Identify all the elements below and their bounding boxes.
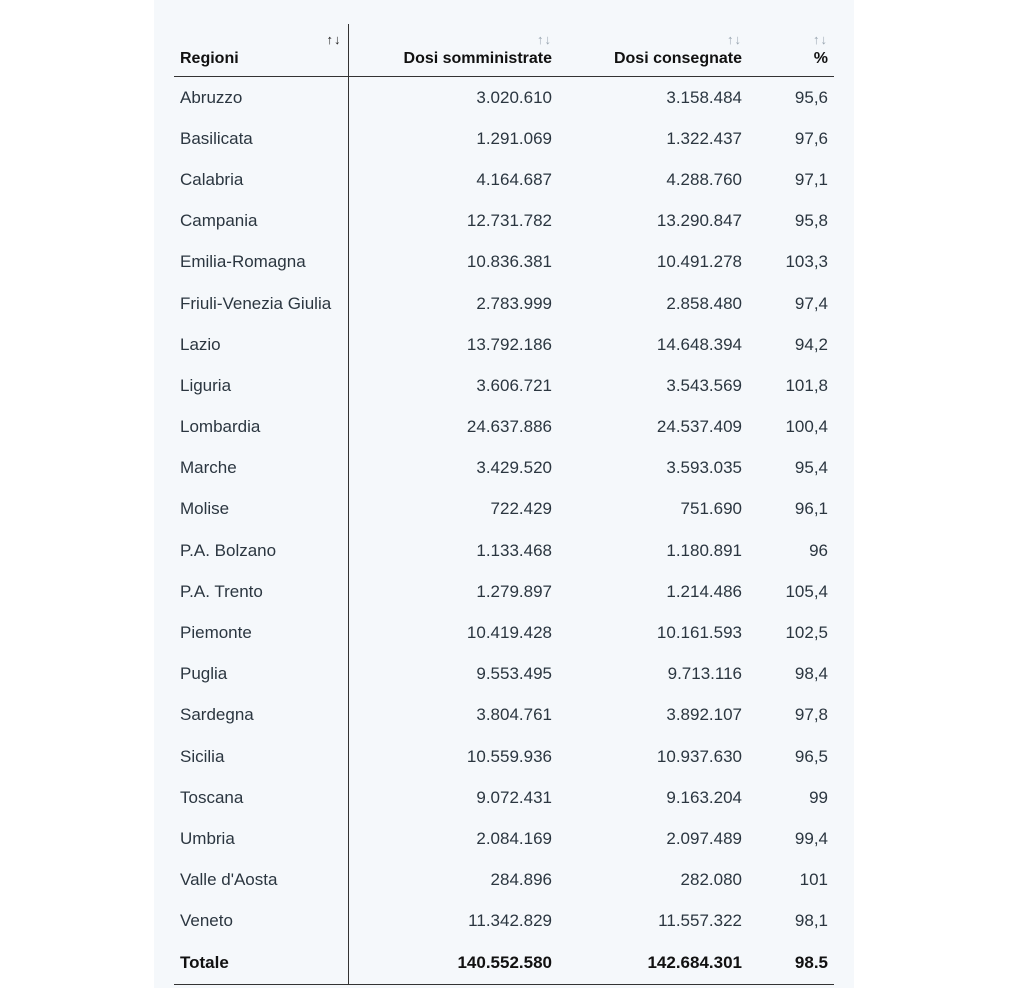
cell-region: Lazio <box>174 324 348 365</box>
vaccine-doses-table <box>174 24 834 985</box>
cell-administered: 3.429.520 <box>476 458 552 478</box>
cell-region: Calabria <box>174 159 348 200</box>
cell-administered: 4.164.687 <box>476 169 552 189</box>
table-row <box>174 242 834 283</box>
sort-arrows-icon[interactable]: ↑↓ <box>727 32 742 47</box>
cell-administered: 12.731.782 <box>466 211 552 231</box>
cell-region: P.A. Bolzano <box>174 530 348 571</box>
cell-delivered: 3.892.107 <box>666 705 742 725</box>
table-row <box>174 654 834 695</box>
table-row <box>174 283 834 324</box>
cell-administered: 9.553.495 <box>476 664 552 684</box>
cell-region: Basilicata <box>174 118 348 159</box>
cell-delivered: 10.937.630 <box>656 746 742 766</box>
cell-region: Marche <box>174 448 348 489</box>
cell-percent: 101,8 <box>785 375 828 395</box>
cell-delivered: 9.713.116 <box>667 664 742 684</box>
cell-administered: 2.084.169 <box>476 828 552 848</box>
cell-delivered: 3.593.035 <box>666 458 742 478</box>
column-header-administered[interactable] <box>348 24 558 77</box>
cell-region: Molise <box>174 489 348 530</box>
cell-delivered: 2.097.489 <box>666 828 742 848</box>
table-row <box>174 118 834 159</box>
cell-administered: 140.552.580 <box>348 942 558 985</box>
cell-delivered: 3.543.569 <box>666 375 742 395</box>
cell-region: Lombardia <box>174 407 348 448</box>
table-row <box>174 818 834 859</box>
cell-administered: 3.804.761 <box>476 705 552 725</box>
column-header-label: Dosi consegnate <box>613 50 742 67</box>
cell-region: Campania <box>174 201 348 242</box>
cell-administered: 11.342.829 <box>468 911 552 931</box>
sort-arrows-icon[interactable]: ↑↓ <box>813 32 828 47</box>
cell-administered: 284.896 <box>490 870 552 890</box>
cell-percent: 95,4 <box>794 458 828 478</box>
column-header-percent[interactable] <box>748 24 834 77</box>
cell-percent: 98,4 <box>794 664 828 684</box>
table-row <box>174 695 834 736</box>
table-row <box>174 571 834 612</box>
cell-administered: 1.133.468 <box>476 540 552 560</box>
cell-percent: 96,1 <box>794 499 828 519</box>
table-row <box>174 777 834 818</box>
column-header-label: Dosi somministrate <box>403 50 552 67</box>
cell-delivered: 14.648.394 <box>656 334 742 354</box>
table-row <box>174 612 834 653</box>
cell-percent: 99 <box>809 787 828 807</box>
cell-percent: 98,1 <box>794 911 828 931</box>
cell-region: Totale <box>174 942 348 985</box>
cell-delivered: 1.214.486 <box>666 581 742 601</box>
table-row <box>174 159 834 200</box>
cell-percent: 100,4 <box>785 417 828 437</box>
cell-percent: 99,4 <box>794 828 828 848</box>
cell-delivered: 282.080 <box>680 870 742 890</box>
cell-administered: 2.783.999 <box>476 293 552 313</box>
cell-administered: 10.836.381 <box>466 252 552 272</box>
cell-administered: 3.020.610 <box>476 87 552 107</box>
cell-region: Sicilia <box>174 736 348 777</box>
table-row <box>174 201 834 242</box>
cell-percent: 95,8 <box>794 211 828 231</box>
cell-percent: 98.5 <box>748 942 834 985</box>
cell-delivered: 9.163.204 <box>666 787 742 807</box>
cell-percent: 101 <box>799 870 828 890</box>
table-row <box>174 901 834 942</box>
table-row <box>174 365 834 406</box>
table-row <box>174 407 834 448</box>
cell-region: Piemonte <box>174 612 348 653</box>
cell-delivered: 3.158.484 <box>666 87 742 107</box>
column-header-delivered[interactable] <box>558 24 748 77</box>
column-header-region[interactable] <box>174 24 348 77</box>
cell-region: P.A. Trento <box>174 571 348 612</box>
cell-administered: 13.792.186 <box>466 334 552 354</box>
cell-delivered: 751.690 <box>680 499 742 519</box>
cell-percent: 97,6 <box>794 128 828 148</box>
cell-region: Liguria <box>174 365 348 406</box>
cell-percent: 97,1 <box>794 169 828 189</box>
cell-percent: 105,4 <box>785 581 828 601</box>
cell-administered: 3.606.721 <box>476 375 552 395</box>
cell-region: Sardegna <box>174 695 348 736</box>
cell-administered: 1.279.897 <box>476 581 552 601</box>
table-header-row <box>174 24 834 77</box>
cell-region: Puglia <box>174 654 348 695</box>
cell-administered: 24.637.886 <box>466 417 552 437</box>
cell-delivered: 24.537.409 <box>656 417 742 437</box>
cell-percent: 96 <box>809 540 828 560</box>
cell-administered: 10.419.428 <box>466 623 552 643</box>
cell-percent: 96,5 <box>794 746 828 766</box>
table-row <box>174 448 834 489</box>
cell-region: Veneto <box>174 901 348 942</box>
table-row <box>174 489 834 530</box>
cell-percent: 97,8 <box>794 705 828 725</box>
cell-administered: 10.559.936 <box>466 746 552 766</box>
cell-administered: 9.072.431 <box>476 787 552 807</box>
table-total-row <box>174 942 834 985</box>
table-row <box>174 77 834 119</box>
cell-region: Umbria <box>174 818 348 859</box>
cell-region: Emilia-Romagna <box>174 242 348 283</box>
column-header-label: Regioni <box>180 50 239 67</box>
cell-percent: 97,4 <box>794 293 828 313</box>
table-panel <box>154 0 854 988</box>
cell-percent: 102,5 <box>785 623 828 643</box>
table-row <box>174 860 834 901</box>
cell-region: Friuli-Venezia Giulia <box>174 283 348 324</box>
cell-delivered: 2.858.480 <box>666 293 742 313</box>
sort-arrows-icon[interactable]: ↑↓ <box>537 32 552 47</box>
cell-region: Abruzzo <box>174 77 348 119</box>
table-row <box>174 324 834 365</box>
cell-region: Valle d'Aosta <box>174 860 348 901</box>
column-header-label: % <box>813 50 828 67</box>
cell-percent: 103,3 <box>785 252 828 272</box>
table-row <box>174 736 834 777</box>
table-row <box>174 530 834 571</box>
cell-delivered: 11.557.322 <box>658 911 742 931</box>
cell-delivered: 13.290.847 <box>656 211 742 231</box>
cell-percent: 94,2 <box>794 334 828 354</box>
cell-delivered: 10.491.278 <box>656 252 742 272</box>
cell-region: Toscana <box>174 777 348 818</box>
cell-delivered: 1.180.891 <box>666 540 742 560</box>
cell-administered: 722.429 <box>490 499 552 519</box>
cell-percent: 95,6 <box>794 87 828 107</box>
cell-delivered: 4.288.760 <box>666 169 742 189</box>
cell-administered: 1.291.069 <box>476 128 552 148</box>
cell-delivered: 10.161.593 <box>656 623 742 643</box>
sort-arrows-icon[interactable]: ↑↓ <box>326 32 342 47</box>
cell-delivered: 142.684.301 <box>558 942 748 985</box>
cell-delivered: 1.322.437 <box>666 128 742 148</box>
